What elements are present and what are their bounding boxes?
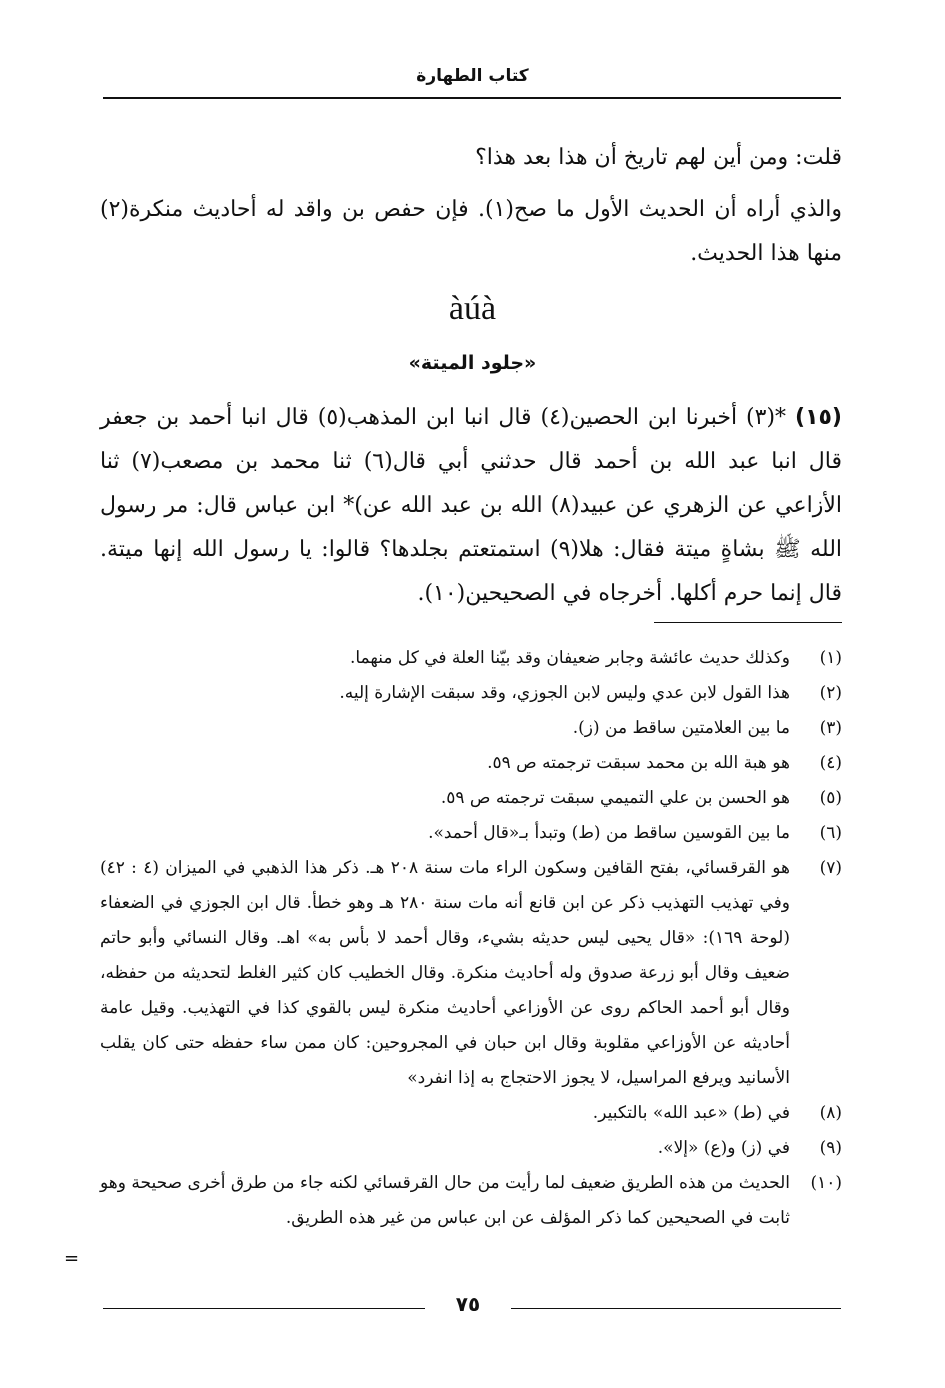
- footnote-number: (٩): [819, 1138, 842, 1158]
- footnote-text: هو القرقسائي، بفتح القافين وسكون الراء مات سنة ٢٠٨ هـ. ذكر هذا الذهبي في الميزان (٤ : ٤٢) وفي تهذيب التهذيب ذكر عن ابن قانع أنه مات سنة ٢٨٠ هـ وهو خطأ. قال ابن الجوزي في الضعفاء (لوحة ١٦٩): «قال يحيى ليس حديثه بشيء، وقال أحمد لا بأس به» اهـ. وقال النسائي وأبو حاتم ضعيف وقال أبو زرعة صدوق وله أحاديث منكرة. وقال الخطيب كان كثير الغلط لتحديثه من حفظه، وقال أبو أحمد الحاكم روى عن الأوزاعي أحاديث منكرة ليس بالقوي كذا في التهذيب. وقيل عامة أحاديثه عن الأوزاعي مقلوبة وقال ابن حبان في المجروحين: كان ممن ساء حفظه حتى كان يقلب الأسانيد ويرفع المراسيل، لا يجوز الاحتجاج به إذا انفرد»: [100, 858, 790, 1088]
- footnote-number: (١): [819, 648, 842, 668]
- footnote-text: في (ط) «عبد الله» بالتكبير.: [592, 1103, 790, 1123]
- hadith-text: *(٣) أخبرنا ابن الحصين(٤) قال انبا ابن المذهب(٥) قال انبا أحمد بن جعفر قال انبا عبد الله بن أحمد قال حدثني أبي قال(٦) ثنا محمد بن مصعب(٧) ثنا الأزاعي عن الزهري عن عبيد(٨) الله بن عبد الله عن)* ابن عباس قال: مر رسول الله ﷺ بشاةٍ ميتة فقال: هلا(٩) استمتعتم بجلدها؟ قالوا: يا رسول الله إنها ميتة. قال إنما حرم أكلها. أخرجاه في الصحيحين(١٠).: [100, 405, 843, 606]
- header-rule: [103, 97, 841, 99]
- footnote-item: [100, 816, 842, 851]
- footnote-text: وكذلك حديث عائشة وجابر ضعيفان وقد بيّنا العلة في كل منهما.: [349, 648, 790, 668]
- footnote-text: هو الحسن بن علي التميمي سبقت ترجمته ص ٥٩.: [440, 788, 790, 808]
- footnote-number: (٥): [819, 788, 842, 808]
- footer-rule: [511, 1308, 841, 1309]
- footnote-item: [100, 1096, 842, 1131]
- footnote-text: ما بين القوسين ساقط من (ط) وتبدأ بـ«قال أحمد».: [428, 823, 790, 843]
- footnote-item: [100, 1166, 842, 1236]
- footnote-number: (٣): [819, 718, 842, 738]
- footnote-text: في (ز) و(ع) «إلا».: [657, 1138, 790, 1158]
- footnote-number: (١٠): [810, 1173, 842, 1193]
- section-ornament: àúà: [448, 290, 497, 327]
- footnote-number: (٦): [819, 823, 842, 843]
- body-paragraph: قلت: ومن أين لهم تاريخ أن هذا بعد هذا؟: [475, 145, 842, 170]
- page-number: ٧٥: [455, 1292, 481, 1316]
- footnote-text: هذا القول لابن عدي وليس لابن الجوزي، وقد سبقت الإشارة إليه.: [339, 683, 790, 703]
- hadith-number: (١٥): [795, 405, 842, 430]
- section-heading: «جلود الميتة»: [408, 352, 537, 374]
- footnote-text: هو هبة الله بن محمد سبقت ترجمته ص ٥٩.: [487, 753, 790, 773]
- footnotes-list: [100, 641, 842, 1236]
- footnote-number: (٤): [819, 753, 842, 773]
- footnote-item: [100, 1131, 842, 1166]
- footnote-item: [100, 746, 842, 781]
- footnote-item: [100, 711, 842, 746]
- footnote-item: [100, 641, 842, 676]
- body-paragraph: والذي أراه أن الحديث الأول ما صح(١). فإن حفص بن واقد له أحاديث منكرة(٢) منها هذا الحديث.: [100, 197, 842, 266]
- footnote-item: [100, 851, 842, 1096]
- footnote-number: (٨): [819, 1103, 842, 1123]
- footnote-item: [100, 781, 842, 816]
- continuation-mark: =: [64, 1248, 80, 1269]
- footnote-number: (٧): [819, 858, 842, 878]
- footnote-rule: [654, 622, 842, 623]
- footnote-text: ما بين العلامتين ساقط من (ز).: [572, 718, 790, 738]
- footnote-item: [100, 676, 842, 711]
- footer-rule: [103, 1308, 425, 1309]
- running-header-title: كتاب الطهارة: [416, 66, 529, 86]
- hadith-paragraph: [100, 396, 842, 616]
- footnote-text: الحديث من هذه الطريق ضعيف لما رأيت من حال القرقسائي لكنه جاء من طرق أخرى صحيحة وهو ثابت في الصحيحين كما ذكر المؤلف عن ابن عباس من غير هذه الطريق.: [100, 1173, 790, 1228]
- footnote-number: (٢): [819, 683, 842, 703]
